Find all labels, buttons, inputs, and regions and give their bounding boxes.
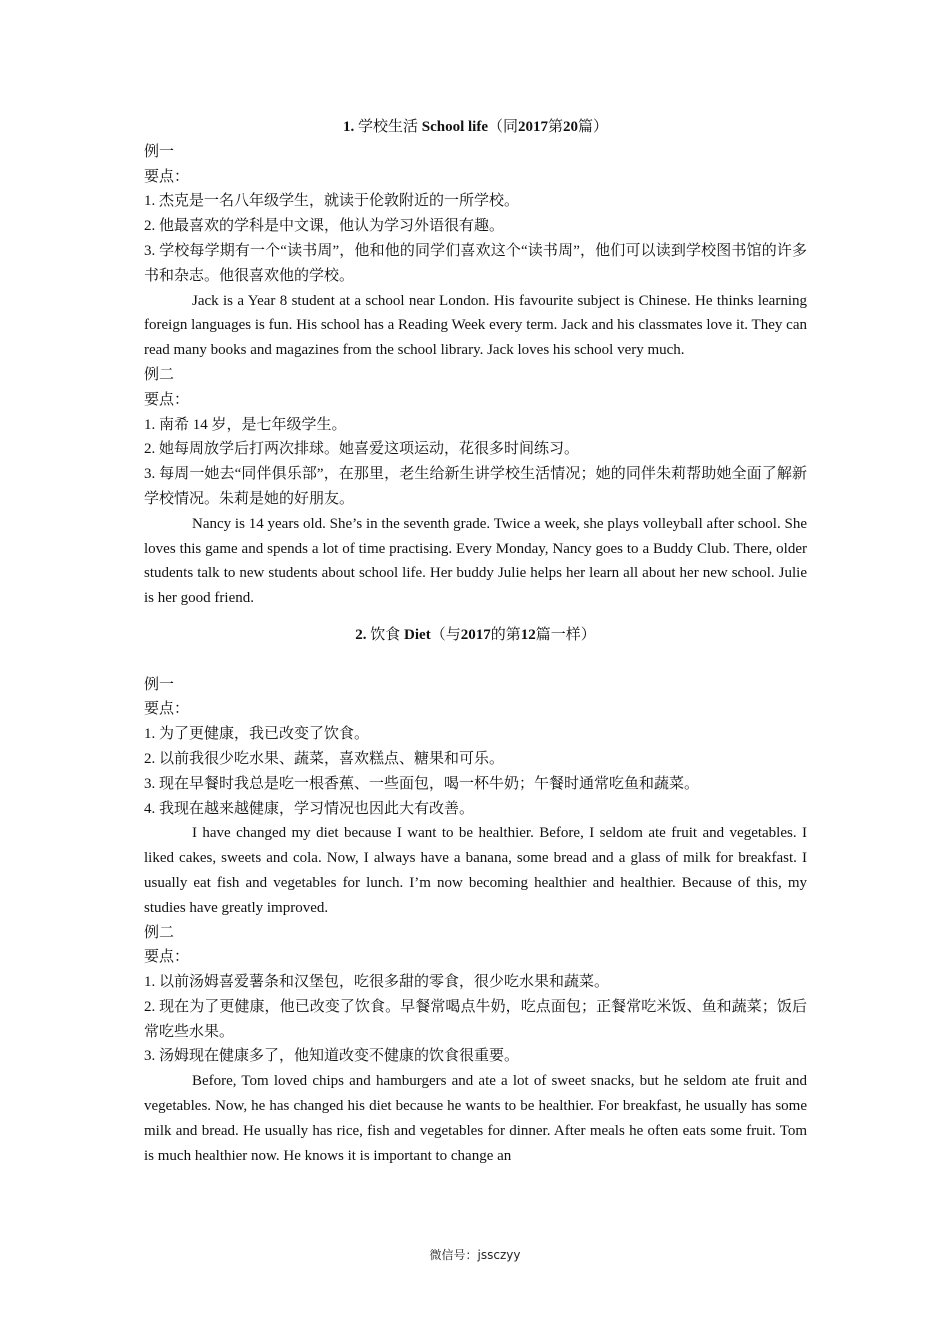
point-item: 4. 我现在越来越健康，学习情况也因此大有改善。 [144,800,475,817]
document-page [144,115,807,1168]
section-2-note-year: 2017 [460,626,491,643]
section-1-note-year: 2017 [518,119,548,135]
point-item: 3. 现在早餐时我总是吃一根香蕉、一些面包，喝一杯牛奶；午餐时通常吃鱼和蔬菜。 [144,775,700,792]
section-1-title-cn: 学校生活 [357,119,418,135]
point-item: 1. 杰克是一名八年级学生，就读于伦敦附近的一所学校。 [144,193,520,210]
section-2-note-mid: 的第 [490,626,521,643]
example-label: 例二 [144,924,175,941]
point-item: 3. 汤姆现在健康多了，他知道改变不健康的饮食很重要。 [144,1048,520,1065]
example-label: 例一 [144,143,175,160]
essay-paragraph: I have changed my diet because I want to be healthier. Before, I seldom ate fruit and vegetables. I liked cakes, sweets and cola. Now, I always have a banana, some bread and a glass of milk for breakfast. I usually eat fish and vegetables for lunch. I’m now becoming healthier and healthier. Because of this, my studies have greatly improved. [144,825,807,916]
section-2-title-cn: 饮食 [370,626,401,643]
section-2-number: 2. [355,626,367,643]
section-2-heading [144,623,807,648]
section-2-title-en: Diet [404,626,431,643]
section-1-title-en: School life [421,119,488,135]
section-1-note-post: 篇） [578,119,609,135]
section-1-note-num: 20 [563,119,579,135]
section-2-note-pre: （与 [430,626,461,643]
point-item: 2. 他最喜欢的学科是中文课，他认为学习外语很有趣。 [144,218,505,235]
section-1-example-1 [144,140,807,363]
points-label: 要点： [144,949,190,966]
section-2-note-post: 篇一样） [535,626,596,643]
essay-paragraph: Jack is a Year 8 student at a school near London. His favourite subject is Chinese. He thinks learning foreign languages is fun. His school has a Reading Week every term. Jack and his classmates love it. They can read many books and magazines from the school library. Jack loves his school very much. [144,292,807,359]
section-2-note-num: 12 [520,626,536,643]
page-footer: 微信号：jssczyy [429,1248,521,1262]
points-label: 要点： [144,391,190,408]
point-item: 2. 现在为了更健康，他已改变了饮食。早餐常喝点牛奶，吃点面包；正餐常吃米饭、鱼和蔬菜；饭后常吃些水果。 [144,998,807,1040]
essay-paragraph: Nancy is 14 years old. She’s in the seventh grade. Twice a week, she plays volleyball after school. She loves this game and spends a lot of time practising. Every Monday, Nancy goes to a Buddy Club. There, older students talk to new students about school life. Her buddy Julie helps her learn all about her new school. Julie is her good friend. [144,515,807,607]
point-item: 2. 她每周放学后打两次排球。她喜爱这项运动，花很多时间练习。 [144,441,580,458]
section-2-example-2 [144,921,807,1169]
example-label: 例二 [144,366,175,383]
section-2-example-1 [144,673,807,921]
point-item: 3. 每周一她去“同伴俱乐部”，在那里，老生给新生讲学校生活情况；她的同伴朱莉帮助她全面了解新学校情况。朱莉是她的好朋友。 [144,466,807,507]
section-1-number: 1. [342,119,355,135]
essay-paragraph: Before, Tom loved chips and hamburgers and ate a lot of sweet snacks, but he seldom ate fruit and vegetables. Now, he has changed his diet because he wants to be healthier. For breakfast, he usually has some milk and bread. He usually has rice, fish and vegetables for dinner. After meals he often eats some fruit. Tom is much healthier now. He knows it is important to change an [144,1073,807,1164]
point-item: 1. 南希 14 岁，是七年级学生。 [144,416,347,433]
section-1-note-mid: 第 [548,119,564,135]
point-item: 1. 以前汤姆喜爱薯条和汉堡包，吃很多甜的零食，很少吃水果和蔬菜。 [144,974,610,991]
section-1-example-2 [144,363,807,611]
point-item: 3. 学校每学期有一个“读书周”，他和他的同学们喜欢这个“读书周”，他们可以读到学校图书馆的许多书和杂志。他很喜欢他的学校。 [144,242,807,284]
points-label: 要点： [144,701,190,718]
example-label: 例一 [144,676,175,693]
point-item: 1. 为了更健康，我已改变了饮食。 [144,726,370,743]
section-1-note-pre: （同 [487,119,518,135]
section-1-heading [144,115,807,140]
point-item: 2. 以前我很少吃水果、蔬菜，喜欢糕点、糖果和可乐。 [144,750,505,767]
points-label: 要点： [144,168,190,185]
